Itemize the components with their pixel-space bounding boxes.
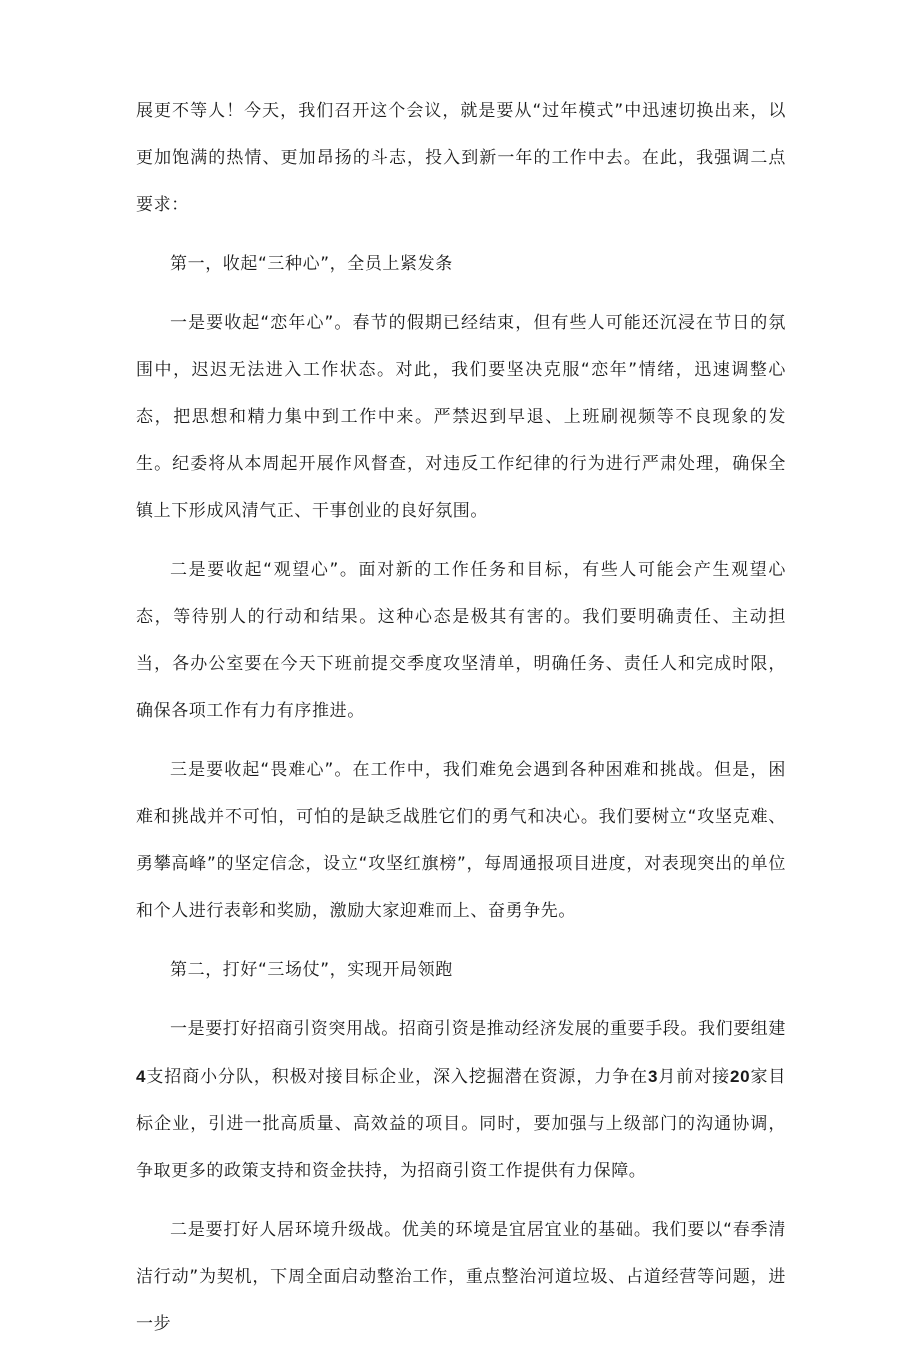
section-1-item-3: 三是要收起“畏难心”。在工作中，我们难免会遇到各种困难和挑战。但是，困难和挑战并不可怕，可怕的是缺乏战胜它们的勇气和决心。我们要树立“攻坚克难、勇攀高峰”的坚定信念，设立“攻坚红旗榜”，每周通报项目进度，对表现突出的单位和个人进行表彰和奖励，激励大家迎难而上、奋勇争先。 bbox=[136, 760, 786, 921]
section-1-item-2: 二是要收起“观望心”。面对新的工作任务和目标，有些人可能会产生观望心态，等待别人的行动和结果。这种心态是极其有害的。我们要明确责任、主动担当，各办公室要在今天下班前提交季度攻坚清单，明确任务、责任人和完成时限，确保各项工作有力有序推进。 bbox=[136, 560, 786, 721]
enterprise-count: 20 bbox=[730, 1067, 751, 1086]
item-text: 家目标企业，引进一批高质量、高效益的项目。同时，要加强与上级部门的沟通协调，争取更多的政策支持和资金扶持，为招商引资工作提供有力保障。 bbox=[136, 1067, 786, 1181]
month-number: 3 bbox=[648, 1067, 659, 1086]
spacer bbox=[136, 735, 786, 747]
document-body bbox=[136, 96, 786, 1348]
spacer bbox=[136, 1195, 786, 1207]
spacer bbox=[136, 229, 786, 241]
spacer bbox=[136, 994, 786, 1006]
spacer bbox=[136, 535, 786, 547]
team-count: 4 bbox=[136, 1067, 147, 1086]
section-2-item-1 bbox=[136, 1006, 786, 1195]
item-text: 月前对接 bbox=[658, 1067, 731, 1087]
item-text: 一是要打好招商引资突用战。招商引资是推动经济发展的重要手段。我们要组建 bbox=[170, 1019, 786, 1039]
section-2-item-2: 二是要打好人居环境升级战。优美的环境是宜居宜业的基础。我们要以“春季清洁行动”为契机，下周全面启动整治工作，重点整治河道垃圾、占道经营等问题，进一步 bbox=[136, 1220, 786, 1334]
section-1-heading: 第一，收起“三种心”，全员上紧发条 bbox=[170, 254, 453, 274]
opening-paragraph: 展更不等人！今天，我们召开这个会议，就是要从“过年模式”中迅速切换出来，以更加饱满的热情、更加昂扬的斗志，投入到新一年的工作中去。在此，我强调二点要求： bbox=[136, 101, 786, 215]
section-1-item-1: 一是要收起“恋年心”。春节的假期已经结束，但有些人可能还沉浸在节日的氛围中，迟迟无法进入工作状态。对此，我们要坚决克服“恋年”情绪，迅速调整心态，把思想和精力集中到工作中来。严禁迟到早退、上班刷视频等不良现象的发生。纪委将从本周起开展作风督查，对违反工作纪律的行为进行严肃处理，确保全镇上下形成风清气正、干事创业的良好氛围。 bbox=[136, 313, 786, 521]
spacer bbox=[136, 935, 786, 947]
section-2-heading: 第二，打好“三场仗”，实现开局领跑 bbox=[170, 960, 453, 980]
item-text: 支招商小分队，积极对接目标企业，深入挖掘潜在资源，力争在 bbox=[146, 1067, 648, 1087]
spacer bbox=[136, 288, 786, 300]
